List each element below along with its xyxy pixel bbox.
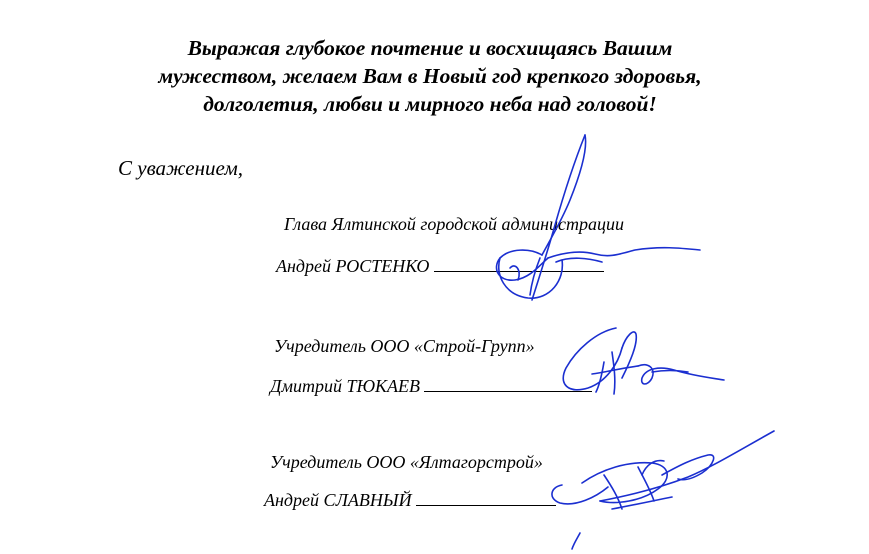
greeting-line: мужеством, желаем Вам в Новый год крепкого здоровья, <box>158 64 702 88</box>
signatory-position: Учредитель ООО «Ялтагорстрой» <box>270 452 543 472</box>
signature-line <box>416 504 556 506</box>
greeting-line: долголетия, любви и мирного неба над головой! <box>203 92 657 116</box>
signatory-row <box>264 490 556 511</box>
handwritten-signature <box>556 322 736 402</box>
greeting-text <box>110 34 750 118</box>
greeting-line: Выражая глубокое почтение и восхищаясь Вашим <box>187 36 673 60</box>
handwritten-signature <box>470 130 710 320</box>
signatory-name: Андрей СЛАВНЫЙ <box>264 490 412 510</box>
closing-text: С уважением, <box>118 156 243 180</box>
signatory-position: Глава Ялтинской городской администрации <box>284 214 624 234</box>
signatory-name: Дмитрий ТЮКАЕВ <box>270 376 420 396</box>
signatory-position: Учредитель ООО «Строй-Групп» <box>274 336 535 356</box>
handwritten-signature <box>542 425 782 554</box>
signatory-row <box>270 376 592 397</box>
signatory-name: Андрей РОСТЕНКО <box>276 256 430 276</box>
